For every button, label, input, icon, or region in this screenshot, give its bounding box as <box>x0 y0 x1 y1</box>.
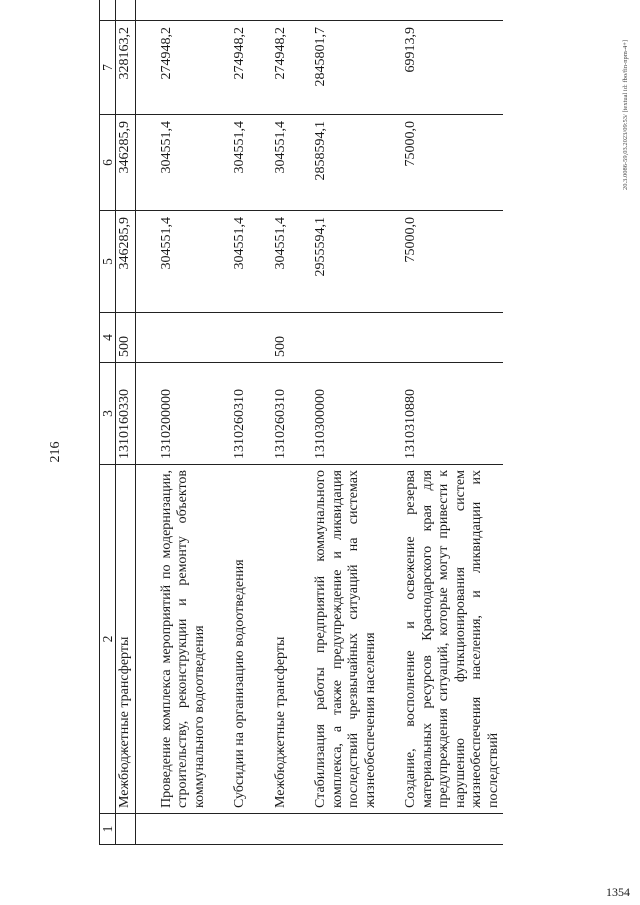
row-name: Межбюджетные трансферты <box>272 465 291 814</box>
table-row <box>116 0 136 845</box>
row-value-7: 328163,2 <box>116 21 136 115</box>
column-header: 7 <box>100 21 116 115</box>
row-value-8 <box>272 0 291 21</box>
row-value-8 <box>231 0 250 21</box>
row-value-6: 304551,4 <box>231 115 250 211</box>
row-number-cell <box>116 814 136 845</box>
row-type: 500 <box>116 313 136 363</box>
document-stamp: 20.3.0086-59,03.2023/09:53/ [textual id: fbo/fin-npm-4+] <box>622 39 629 190</box>
row-name: Создание, восполнение и освежение резерва материальных ресурсов Краснодарского края для предупреждения ситуаций, которые могут привести к нарушению функционирования систем жизнеобеспечения населения, и ликвидации их последствий <box>402 465 503 814</box>
row-number-cell <box>312 814 380 845</box>
table-header-row <box>100 0 116 845</box>
column-header: 5 <box>100 211 116 313</box>
row-value-8 <box>312 0 380 21</box>
row-value-5: 346285,9 <box>116 211 136 313</box>
budget-table-rotated <box>99 27 599 845</box>
table-row <box>158 0 210 845</box>
row-spacer <box>290 0 312 845</box>
row-value-7: 2845801,7 <box>312 21 380 115</box>
row-number-cell <box>231 814 250 845</box>
row-code: 1310310880 <box>402 363 503 465</box>
column-header: 1 <box>100 814 116 845</box>
table-row <box>402 0 503 845</box>
row-name: Стабилизация работы предприятий коммунального комплекса, а также предупреждение и ликвидация последствий чрезвычайных ситуаций на системах жизнеобеспечения населения <box>312 465 380 814</box>
row-code: 1310160330 <box>116 363 136 465</box>
row-value-6: 304551,4 <box>158 115 210 211</box>
row-spacer <box>250 0 272 845</box>
row-value-7: 274948,2 <box>272 21 291 115</box>
row-type <box>231 313 250 363</box>
row-value-7: 274948,2 <box>231 21 250 115</box>
row-number-cell <box>402 814 503 845</box>
row-spacer <box>209 0 231 845</box>
row-code: 1310260310 <box>231 363 250 465</box>
row-value-8 <box>158 0 210 21</box>
row-type <box>312 313 380 363</box>
row-value-5: 304551,4 <box>231 211 250 313</box>
row-number-cell <box>158 814 210 845</box>
row-type <box>402 313 503 363</box>
row-type <box>158 313 210 363</box>
page-number: 216 <box>48 441 63 463</box>
row-value-5: 304551,4 <box>158 211 210 313</box>
column-header: 3 <box>100 363 116 465</box>
row-value-5: 2955594,1 <box>312 211 380 313</box>
row-value-6: 2858594,1 <box>312 115 380 211</box>
table-row <box>312 0 380 845</box>
row-value-8 <box>116 0 136 21</box>
row-spacer <box>380 0 402 845</box>
column-header <box>100 0 116 21</box>
row-value-5: 75000,0 <box>402 211 503 313</box>
column-header: 6 <box>100 115 116 211</box>
row-name: Субсидии на организацию водоотведения <box>231 465 250 814</box>
row-type: 500 <box>272 313 291 363</box>
row-code: 1310300000 <box>312 363 380 465</box>
row-spacer <box>135 0 158 845</box>
row-value-8 <box>402 0 503 21</box>
budget-table <box>99 0 503 845</box>
row-code: 1310260310 <box>272 363 291 465</box>
row-value-6: 304551,4 <box>272 115 291 211</box>
row-value-6: 346285,9 <box>116 115 136 211</box>
row-value-5: 304551,4 <box>272 211 291 313</box>
row-name: Проведение комплекса мероприятий по модернизации, строительству, реконструкции и ремонту объектов коммунального водоотведения <box>158 465 210 814</box>
row-name: Межбюджетные трансферты <box>116 465 136 814</box>
column-header: 4 <box>100 313 116 363</box>
row-number-cell <box>272 814 291 845</box>
row-value-7: 274948,2 <box>158 21 210 115</box>
print-number: 1354 <box>606 885 630 899</box>
row-value-7: 69913,9 <box>402 21 503 115</box>
table-row <box>231 0 250 845</box>
row-code: 1310200000 <box>158 363 210 465</box>
table-row <box>272 0 291 845</box>
row-value-6: 75000,0 <box>402 115 503 211</box>
column-header: 2 <box>100 465 116 814</box>
